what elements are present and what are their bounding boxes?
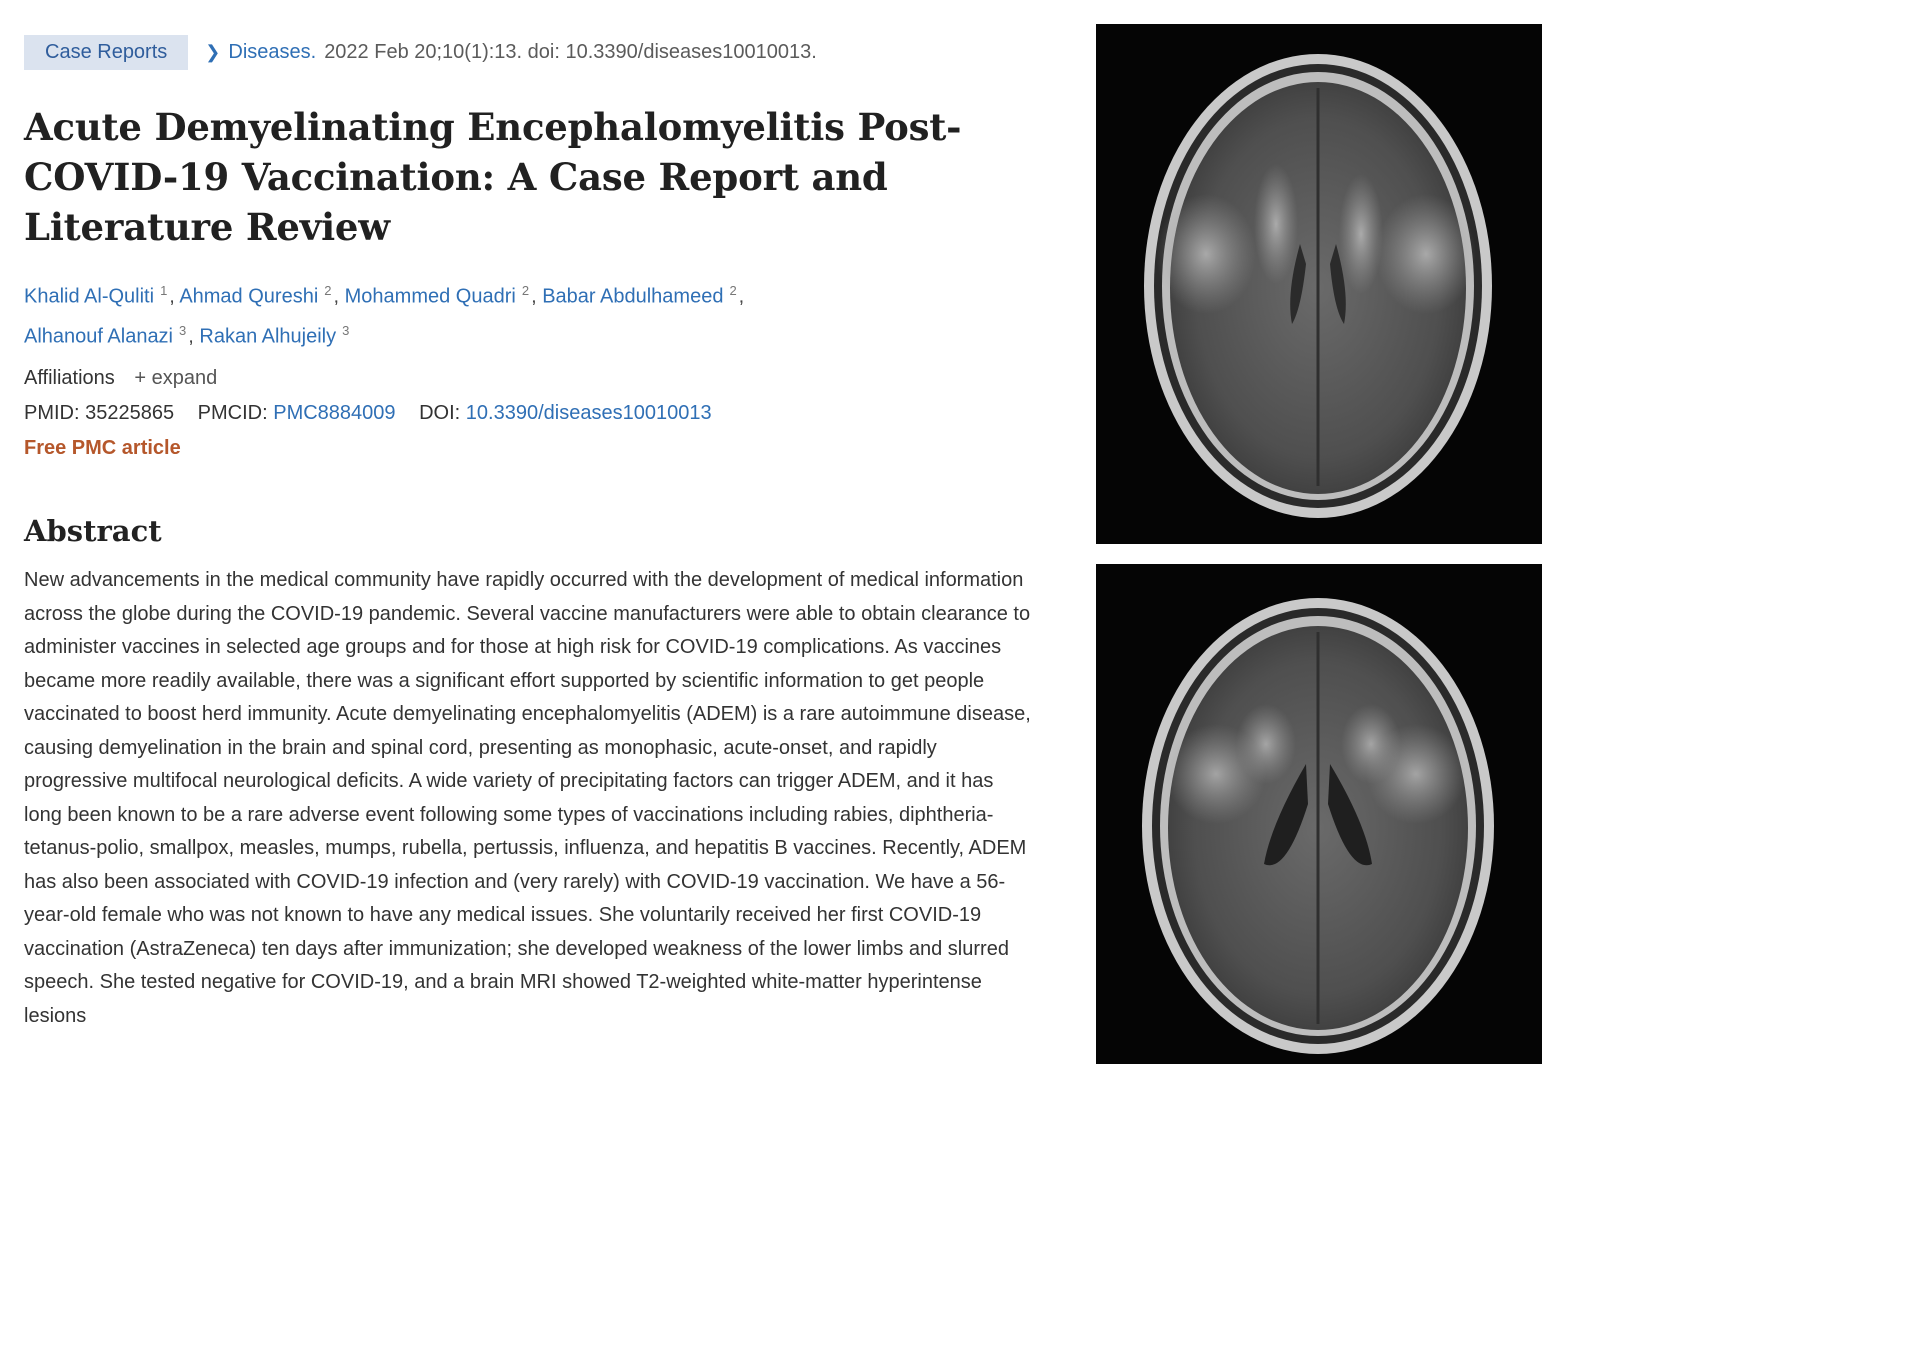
author-list: Khalid Al-Quliti $^1$ , Ahmad Qureshi $^2$ , Mohammed Quadri $^2$ , Babar Abdulhameed $^2$ , Alhanouf Alanazi $^3$ , Rakan Alhujeily $^3$ <box>24 283 745 348</box>
pmid-value: 35225865 <box>85 402 175 425</box>
affiliation-ref[interactable]: 2 <box>729 283 737 298</box>
mri-figures <box>1096 24 1544 1064</box>
author-link[interactable]: Ahmad Qureshi <box>179 285 319 308</box>
doi-link[interactable]: 10.3390/diseases10010013 <box>465 402 712 425</box>
author-link[interactable]: Khalid Al-Quliti <box>24 285 155 308</box>
author-link[interactable]: Alhanouf Alanazi <box>24 325 174 348</box>
affiliation-ref[interactable]: 2 <box>521 283 530 298</box>
affiliations-label: Affiliations <box>24 367 115 390</box>
affiliation-ref[interactable]: 3 <box>179 322 187 338</box>
chevron-right-icon: ❯ <box>205 41 221 62</box>
citation-line <box>24 34 1034 70</box>
free-pmc-article-link[interactable]: Free PMC article <box>24 437 181 460</box>
pmcid-link[interactable]: PMC8884009 <box>273 402 396 425</box>
publication-type-badge[interactable]: Case Reports <box>24 35 188 70</box>
mri-image-top <box>1096 24 1542 544</box>
pmid-label: PMID: <box>24 402 80 425</box>
journal-link[interactable]: Diseases. <box>228 40 317 63</box>
expand-affiliations-button[interactable]: + expand <box>134 367 218 390</box>
author-link[interactable]: Rakan Alhujeily <box>199 325 337 348</box>
mri-image-bottom <box>1096 564 1542 1064</box>
abstract-heading: Abstract <box>24 514 162 549</box>
affiliation-ref[interactable]: 2 <box>324 283 332 298</box>
affiliation-ref[interactable]: 3 <box>342 322 350 338</box>
author-link[interactable]: Mohammed Quadri <box>344 285 516 308</box>
author-link[interactable]: Babar Abdulhameed <box>542 285 724 308</box>
article-header <box>24 34 1034 1064</box>
pmcid-label: PMCID: <box>197 402 268 425</box>
doi-label: DOI: <box>419 402 461 425</box>
affiliation-ref[interactable]: 1 <box>160 283 168 298</box>
affiliations-row <box>24 367 1034 390</box>
citation-text: 2022 Feb 20;10(1):13. doi: 10.3390/diseases10010013. <box>324 40 817 63</box>
abstract-text: New advancements in the medical community have rapidly occurred with the development of medical information across the globe during the COVID-19 pandemic. Several vaccine manufacturers were able to obtain clearance to administer vaccines in selected age groups and for those at high risk for COVID-19 complications. As vaccines became more readily available, there was a significant effort supported by scientific information to get people vaccinated to boost herd immunity. Acute demyelinating encephalomyelitis (ADEM) is a rare autoimmune disease, causing demyelination in the brain and spinal cord, presenting as monophasic, acute-onset, and rapidly progressive multifocal neurological deficits. A wide variety of precipitating factors can trigger ADEM, and it has long been known to be a rare adverse event following some types of vaccinations including rabies, diphtheria-tetanus-polio, smallpox, measles, mumps, rubella, pertussis, influenza, and hepatitis B vaccines. Recently, ADEM has also been associated with COVID-19 infection and (very rarely) with COVID-19 vaccination. We have a 56-year-old female who was not known to have any medical issues. She voluntarily received her first COVID-19 vaccination (AstraZeneca) ten days after immunization; she developed weakness of the lower limbs and slurred speech. She tested negative for COVID-19, and a brain MRI showed T2-weighted white-matter hyperintense lesions <box>24 569 1031 1027</box>
identifiers-row <box>24 402 1034 425</box>
article-title: Acute Demyelinating Encephalomyelitis Post-COVID-19 Vaccination: A Case Report and Literature Review <box>24 105 962 249</box>
